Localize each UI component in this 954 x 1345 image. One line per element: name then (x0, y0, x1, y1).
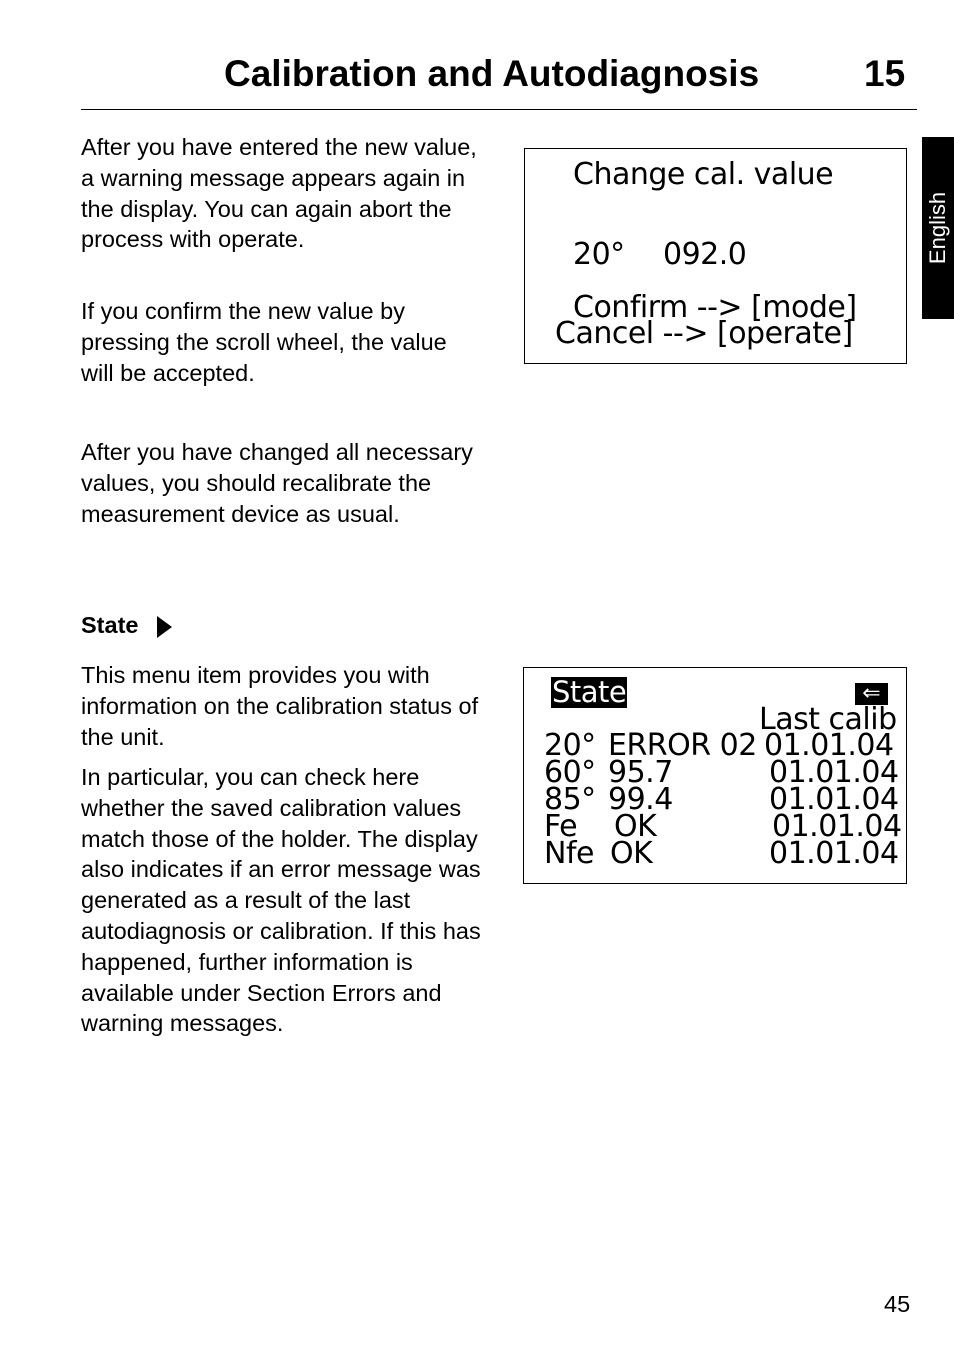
row-date: 01.01.04 (769, 782, 899, 817)
row-date: 01.01.04 (769, 836, 899, 871)
paragraph-state-details: In particular, you can check here whether the saved calibration values match those of the holder. The display also indicates if an error message was generated as a result of the last autodiagnosis or calibration. If this has happened, further information is available under Section Errors and warning messages. (81, 764, 481, 1037)
row-label: Nfe (544, 836, 594, 871)
page-title: Calibration and Autodiagnosis (224, 53, 760, 94)
display-state-title: State (552, 675, 627, 709)
row-status: OK (614, 809, 657, 844)
paragraph-warning-message: After you have entered the new value, a warning message appears again in the display. You can again abort the process with operate. (81, 134, 477, 253)
display-confirm-hint: Confirm --> [mode] (573, 290, 857, 325)
row-label: 85° (544, 782, 596, 817)
row-label: 60° (544, 755, 596, 790)
row-date: 01.01.04 (772, 809, 902, 844)
row-label: Fe (544, 809, 578, 844)
display-title: Change cal. value (573, 157, 834, 192)
triangle-right-icon (157, 616, 172, 638)
column-header-last-calib: Last calib (759, 702, 897, 737)
chapter-number: 15 (864, 53, 906, 94)
language-tab-label: English (925, 191, 950, 265)
back-arrow-icon: ⇐ (855, 683, 888, 705)
page-number: 45 (884, 1291, 911, 1317)
display-change-cal-value (524, 148, 907, 364)
section-heading-state: State (81, 612, 139, 638)
display-state (523, 667, 907, 884)
header-divider (81, 109, 917, 110)
row-date: 01.01.04 (769, 755, 899, 790)
paragraph-recalibrate: After you have changed all necessary values, you should recalibrate the measurement device as usual. (81, 439, 473, 527)
display-cal-value: 092.0 (663, 237, 747, 272)
row-status: 95.7 (608, 755, 673, 790)
paragraph-state-info: This menu item provides you with information on the calibration status of the unit. (81, 662, 479, 750)
row-status: ERROR 02 (608, 728, 757, 763)
language-tab (922, 137, 954, 319)
row-status: 99.4 (608, 782, 673, 817)
row-date: 01.01.04 (764, 728, 894, 763)
paragraph-confirm-value: If you confirm the new value by pressing the scroll wheel, the value will be accepted. (81, 298, 447, 386)
display-angle: 20° (573, 237, 625, 272)
row-label: 20° (544, 728, 596, 763)
display-cancel-hint: Cancel --> [operate] (555, 316, 853, 351)
row-status: OK (610, 836, 653, 871)
